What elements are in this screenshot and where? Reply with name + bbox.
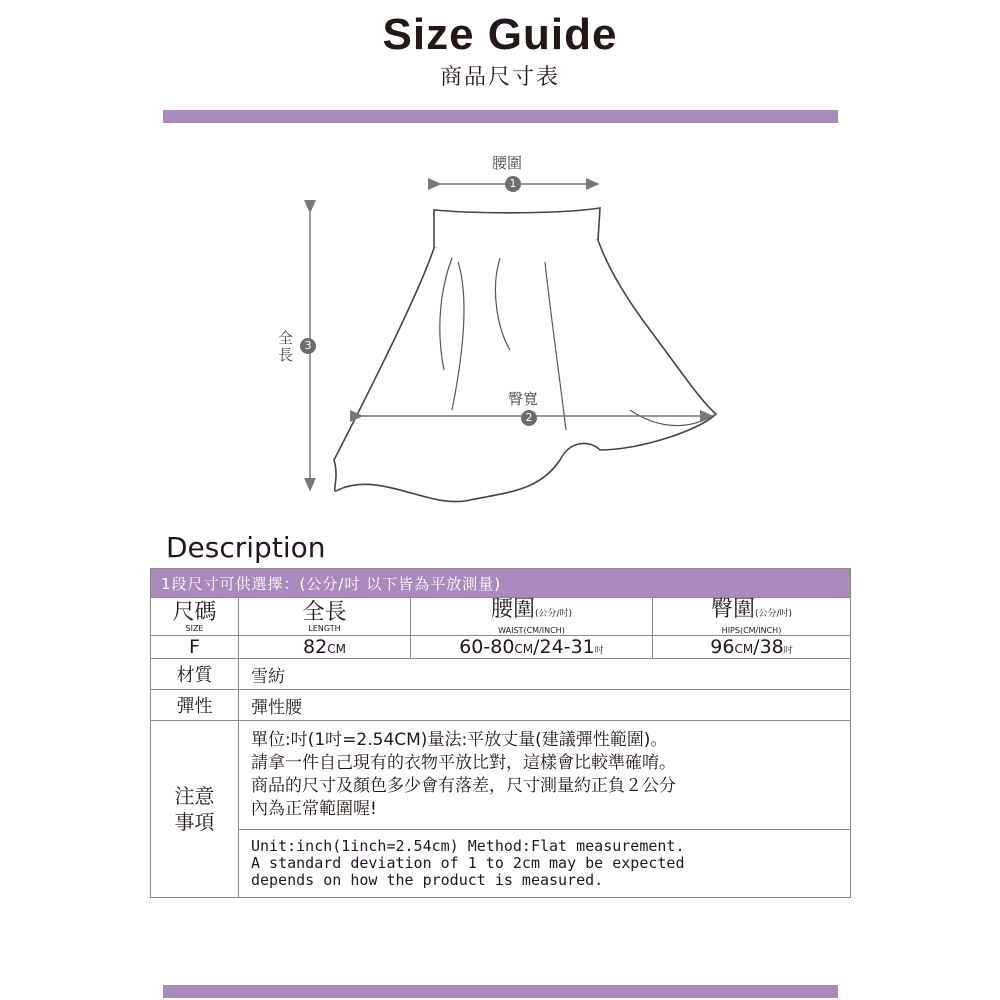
col-waist-en: WAIST(CM/INCH) — [498, 626, 565, 635]
hip-number-badge: 2 — [521, 410, 537, 426]
top-divider-bar — [163, 110, 838, 123]
col-header-length — [239, 598, 411, 636]
notes-zh-line: 請拿一件自己現有的衣物平放比對，這樣會比較準確唷。 — [251, 753, 676, 773]
waist-value: 60-80 — [459, 636, 515, 658]
waist-value-cell — [411, 636, 653, 659]
notes-en-line: depends on how the product is measured. — [251, 871, 604, 889]
waist-inch-value: /24-31 — [533, 636, 595, 658]
elasticity-label: 彈性 — [151, 690, 239, 721]
notes-label-line: 注意 — [174, 784, 215, 808]
notes-label — [151, 721, 239, 898]
length-unit: CM — [327, 642, 346, 656]
notes-english — [239, 830, 851, 898]
notes-en-line: A standard deviation of 1 to 2cm may be expected — [251, 854, 685, 872]
length-value: 82 — [303, 636, 328, 658]
elasticity-value: 彈性腰 — [239, 690, 851, 721]
notes-zh-line: 內為正常範圍喔! — [251, 799, 377, 819]
notes-en-line: Unit:inch(1inch=2.54cm) Method:Flat measurement. — [251, 837, 685, 855]
hips-inch-value: /38 — [753, 636, 784, 658]
notes-chinese — [239, 721, 851, 830]
material-value: 雪紡 — [239, 659, 851, 690]
waist-number-badge: 1 — [505, 176, 521, 192]
col-hips-zh: 臀圍 — [710, 597, 755, 622]
hips-value: 96 — [710, 636, 735, 658]
col-hips-en: HIPS(CM/INCH) — [721, 626, 782, 635]
col-size-en: SIZE — [185, 623, 204, 633]
col-waist-unit: (公分/吋) — [534, 609, 573, 619]
table-row — [151, 659, 851, 690]
skirt-illustration — [0, 130, 1000, 530]
skirt-body — [334, 240, 716, 502]
material-label: 材質 — [151, 659, 239, 690]
page-subtitle: 商品尺寸表 — [439, 65, 560, 90]
table-row — [151, 830, 851, 898]
col-hips-unit: (公分/吋) — [754, 609, 793, 619]
hip-label: 臀寬 — [508, 390, 539, 408]
col-header-hips — [653, 598, 851, 636]
table-header-row — [151, 569, 851, 598]
page-title: Size Guide — [382, 10, 618, 59]
size-spec-table — [150, 568, 851, 898]
waist-label: 腰圍 — [492, 154, 523, 172]
table-header: 1段尺寸可供選擇：(公分/吋 以下皆為平放測量) — [151, 569, 851, 598]
col-header-waist — [411, 598, 653, 636]
size-value: F — [151, 636, 239, 659]
length-value-cell — [239, 636, 411, 659]
column-header-row — [151, 598, 851, 636]
hips-unit: CM — [734, 642, 754, 656]
bottom-divider-bar — [163, 985, 838, 998]
col-length-zh: 全長 — [302, 599, 347, 625]
col-waist-zh: 腰圍 — [490, 597, 535, 622]
waist-unit: CM — [514, 642, 534, 656]
notes-label-line: 事項 — [174, 810, 215, 834]
waist-inch-unit: 吋 — [594, 646, 604, 656]
skirt-diagram — [0, 130, 1000, 530]
length-label: 全長 — [278, 329, 294, 364]
notes-zh-line: 單位:吋(1吋=2.54CM)量法:平放丈量(建議彈性範圍)。 — [251, 730, 668, 750]
table-row — [151, 636, 851, 659]
length-number-badge: 3 — [300, 338, 316, 354]
col-length-en: LENGTH — [308, 623, 341, 633]
description-title: Description — [166, 531, 326, 564]
table-row — [151, 721, 851, 830]
col-size-zh: 尺碼 — [172, 599, 217, 625]
notes-zh-line: 商品的尺寸及顏色多少會有落差，尺寸測量約正負２公分 — [251, 776, 676, 796]
hips-value-cell — [653, 636, 851, 659]
table-row — [151, 690, 851, 721]
col-header-size — [151, 598, 239, 636]
hips-inch-unit: 吋 — [783, 646, 793, 656]
